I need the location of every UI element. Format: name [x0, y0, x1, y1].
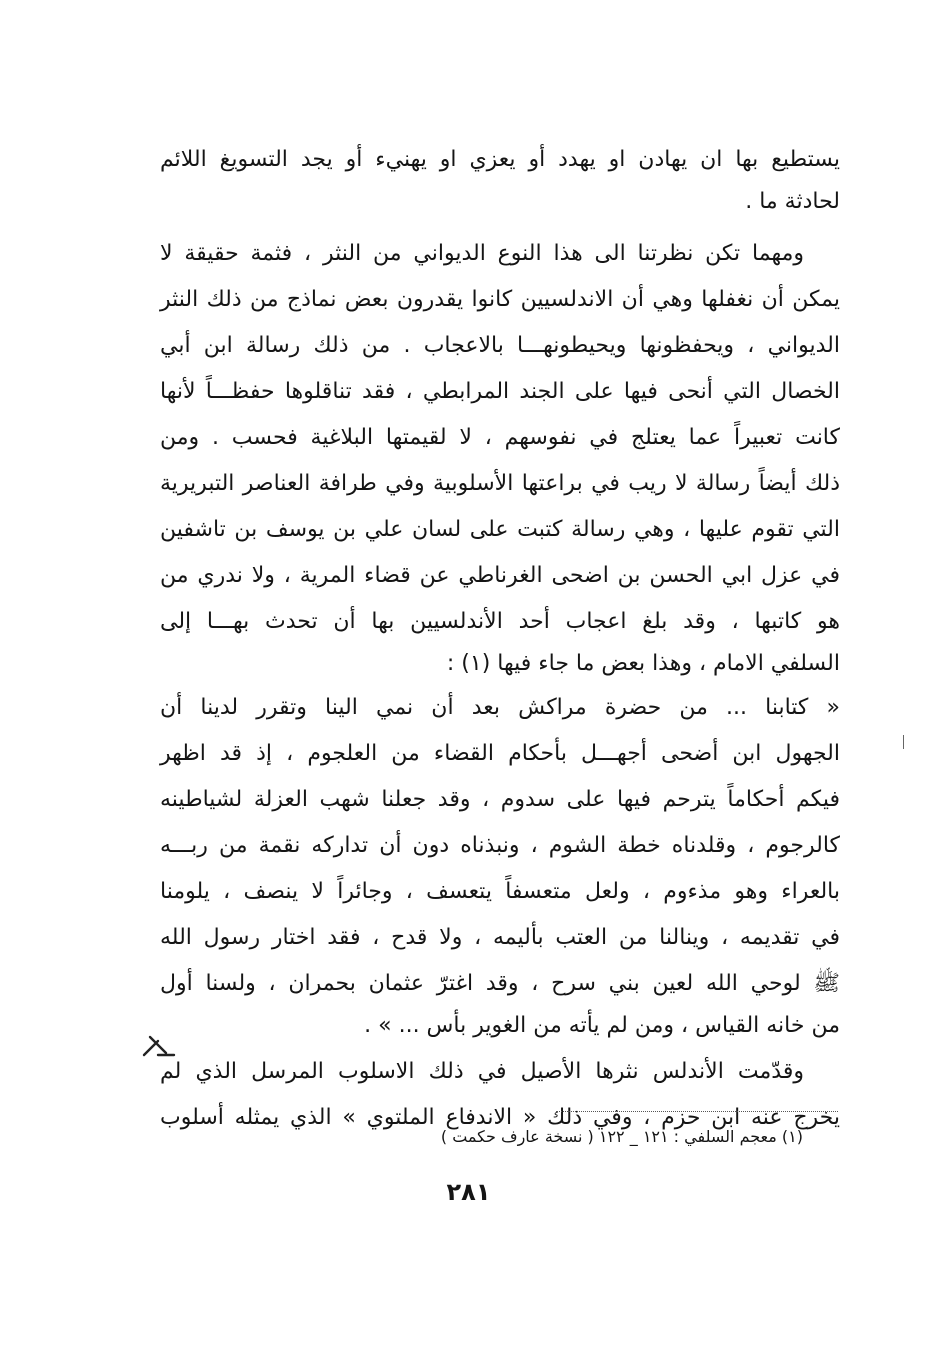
text-line: ﷺ لوحي الله لعين بني سرح ، وقد اغترّ عثمان بحمران ، ولسنا أول — [160, 971, 840, 996]
text-line: بالعراء وهو مذءوم ، ولعل متعسفاً يتعسف ، وجائراً لا ينصف ، يلومنا — [160, 879, 840, 904]
text-line: في تقديمه ، وينالنا من العتب بأليمه ، ولا قدح ، فقد اختار رسول الله — [160, 925, 840, 950]
text-line: كانت تعبيراً عما يعتلج في نفوسهم ، لا لقيمتها البلاغية فحسب . ومن — [160, 425, 840, 450]
text-line: السلفي الامام ، وهذا بعض ما جاء فيها (١) : — [446, 651, 840, 676]
text-line: وقدّمت الأندلس نثرها الأصيل في ذلك الاسلوب المرسل الذي لم — [160, 1059, 804, 1084]
text-line: يستطيع بها ان يهادن او يهدد أو يعزي او يهنيء أو يجد التسويغ اللائم — [160, 147, 840, 172]
page-number: ٢٨١ — [446, 1178, 491, 1206]
text-line: هو كاتبها ، وقد بلغ اعجاب أحد الأندلسيين بها أن تحدث بهـــا إلى — [160, 609, 840, 634]
text-line: فيكم أحكاماً يترحم فيها على سدوم ، وقد جعلنا شهب العزلة لشياطينه — [160, 787, 840, 812]
text-line: لحادثة ما . — [745, 189, 840, 214]
handwritten-mark-icon — [140, 1033, 176, 1063]
text-line: الخصال التي أنحى فيها على الجند المرابطي ، فقد تناقلوها حفظـــاً لأنها — [160, 379, 840, 404]
footnote: (١) معجم السلفي : ١٢١ _ ١٢٢ ( نسخة عارف حكمت ) — [440, 1127, 803, 1146]
scan-mark — [903, 735, 904, 749]
text-line: التي تقوم عليها ، وهي رسالة كتبت على لسان علي بن يوسف بن تاشفين — [160, 517, 840, 542]
text-line: الديواني ، ويحفظونها ويحيطونهـــا بالاعجاب . من ذلك رسالة ابن أبي — [160, 333, 840, 358]
text-line: كالرجوم ، وقلدناه خطة الشوم ، ونبذناه دون أن تداركه نقمة من ربـــه — [160, 833, 840, 858]
text-line: يمكن أن نغفلها وهي أن الاندلسيين كانوا يقدرون بعض نماذج من ذلك النثر — [160, 287, 840, 312]
text-line: يخرج عنه ابن حزم ، وفي ذلك « الاندفاع الملتوي » الذي يمثله أسلوب — [160, 1105, 840, 1130]
text-line: في عزل ابي الحسن بن اضحى الغرناطي عن قضاء المرية ، ولا ندري من — [160, 563, 840, 588]
text-line: « كتابنا ... من حضرة مراكش بعد أن نمي الينا وتقرر لدينا أن — [160, 695, 840, 720]
text-line: الجهول ابن أضحى أجهـــل بأحكام القضاء من العلجوم ، إذ قد اظهر — [160, 741, 840, 766]
text-line: من خانه القياس ، ومن لم يأته من الغوير بأس ... » . — [364, 1013, 840, 1038]
text-line: ومهما تكن نظرتنا الى هذا النوع الديواني من النثر ، فثمة حقيقة لا — [160, 241, 804, 266]
footnote-divider — [556, 1111, 838, 1112]
text-line: ذلك أيضاً رسالة لا ريب في براعتها الأسلوبية وفي طرافة العناصر التبريرية — [160, 471, 840, 496]
